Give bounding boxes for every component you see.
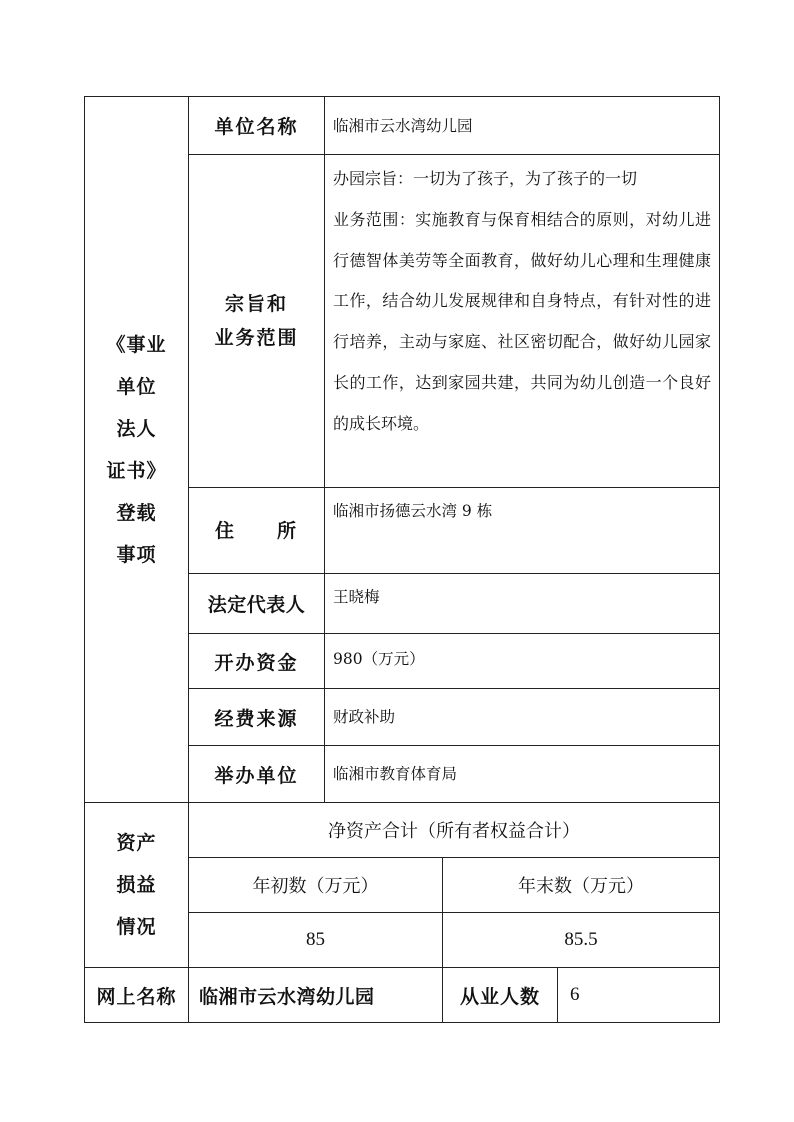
assets-label-line: 情况 [116,916,157,938]
online-name-label: 网上名称 [85,968,189,1023]
capital-value: 980（万元） [325,634,720,689]
address-label-char: 住 [215,519,237,542]
certificate-label-line: 事项 [116,543,157,566]
unit-name-label: 单位名称 [189,97,325,155]
sponsor-value: 临湘市教育体育局 [325,746,720,803]
certificate-label-line: 单位 [116,375,157,398]
purpose-mission-text: 办园宗旨：一切为了孩子，为了孩子的一切 [333,169,638,188]
begin-year-label: 年初数（万元） [189,858,443,913]
online-name-value: 临湘市云水湾幼儿园 [189,968,443,1023]
funding-label: 经费来源 [189,689,325,746]
unit-name-value: 临湘市云水湾幼儿园 [325,97,720,155]
purpose-label-line: 业务范围 [214,327,299,349]
end-year-label: 年末数（万元） [443,858,720,913]
staff-count-label: 从业人数 [443,968,558,1023]
certificate-label-line: 登载 [116,501,157,524]
assets-section-label [85,803,189,968]
sponsor-label: 举办单位 [189,746,325,803]
funding-value: 财政补助 [325,689,720,746]
end-year-value: 85.5 [443,913,720,968]
staff-count-value: 6 [558,968,720,1023]
assets-label-line: 资产 [116,832,157,854]
address-label-char: 所 [276,519,298,542]
capital-label: 开办资金 [189,634,325,689]
purpose-value [325,155,720,488]
assets-label-line: 损益 [116,874,157,896]
begin-year-value: 85 [189,913,443,968]
registration-table [84,96,720,1023]
certificate-label-line: 《事业 [106,333,167,356]
address-label [189,488,325,574]
legal-rep-label: 法定代表人 [189,574,325,634]
purpose-label-line: 宗旨和 [224,293,288,315]
legal-rep-value: 王晓梅 [325,574,720,634]
address-value: 临湘市扬德云水湾 9 栋 [325,488,720,574]
certificate-label-line: 法人 [116,417,157,440]
certificate-items-label [85,97,189,803]
net-assets-header: 净资产合计（所有者权益合计） [189,803,720,858]
certificate-label-line: 证书》 [106,459,167,482]
purpose-scope-text: 业务范围：实施教育与保育相结合的原则，对幼儿进行德智体美劳等全面教育，做好幼儿心理和生理健康工作，结合幼儿发展规律和自身特点，有针对性的进行培养，主动与家庭、社区密切配合，做好幼儿园家长的工作，达到家园共建，共同为幼儿创造一个良好的成长环境。 [333,209,711,433]
purpose-label [189,155,325,488]
